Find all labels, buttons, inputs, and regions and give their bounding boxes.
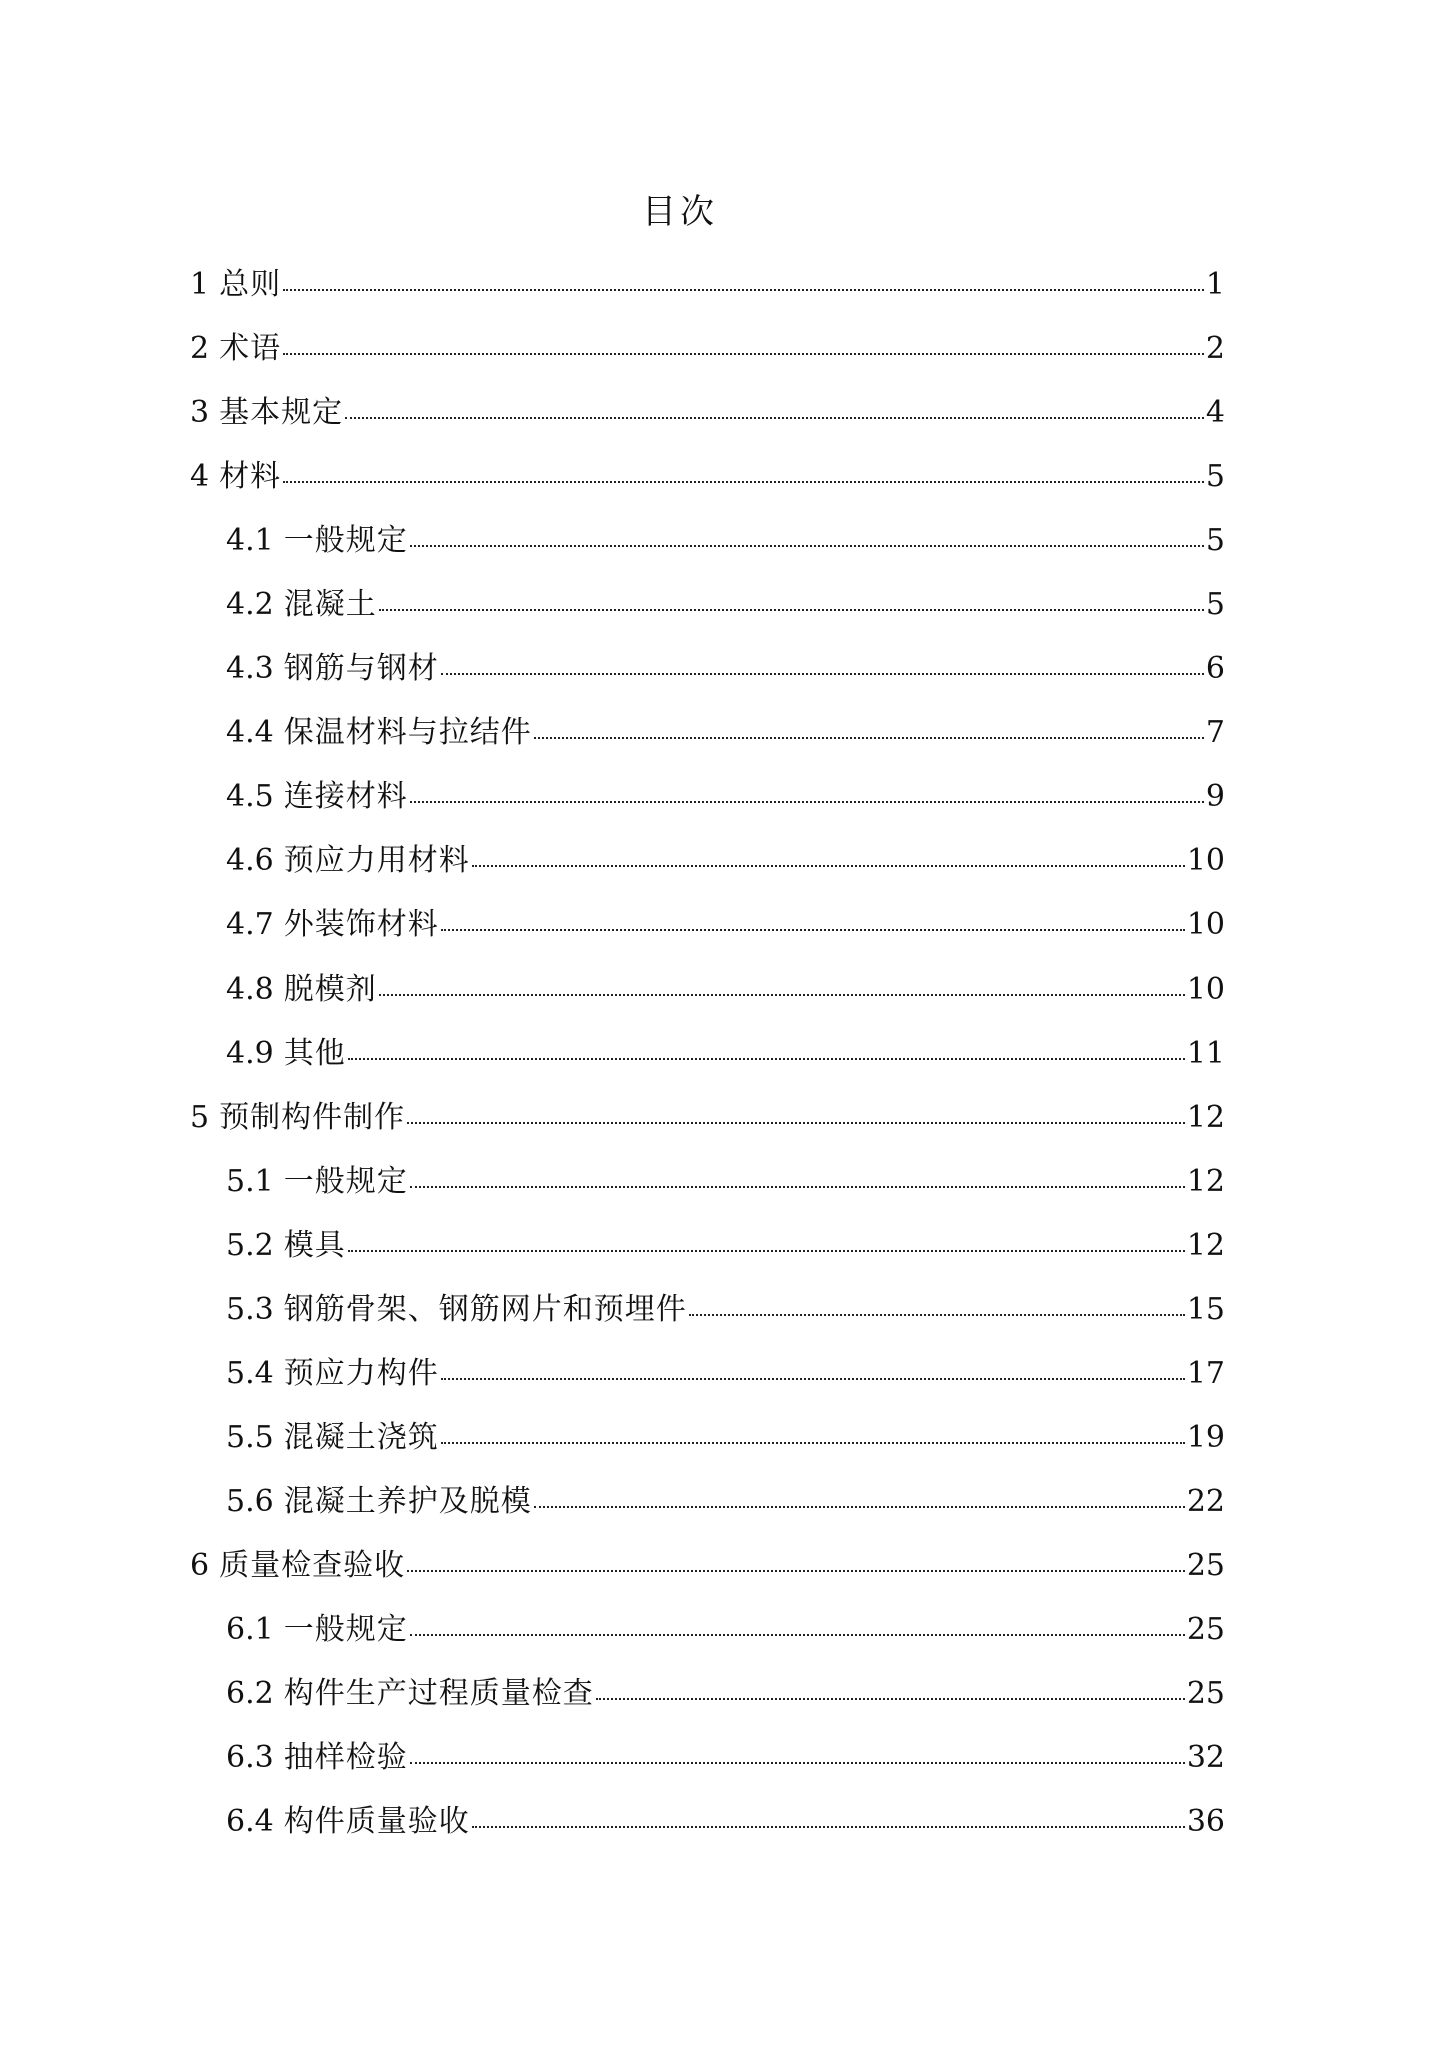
dot-leader [596,1698,1185,1700]
section-number: 2 [190,331,210,367]
toc-entry[interactable] [190,1290,1225,1354]
section-number: 3 [190,395,210,431]
toc-entry[interactable] [190,1546,1225,1610]
section-number: 5.2 [226,1227,274,1263]
section-number: 6.3 [226,1740,274,1776]
page-number: 32 [1186,1740,1225,1776]
section-number: 4.1 [226,523,274,559]
page-number: 15 [1186,1291,1225,1327]
toc-entry[interactable] [190,265,1225,329]
section-title: 一般规定 [283,1163,408,1199]
toc-entry[interactable] [190,393,1225,457]
page-number: 10 [1186,907,1225,943]
section-number: 6.4 [226,1804,274,1840]
toc-entry[interactable] [190,970,1225,1034]
page-number: 7 [1205,715,1225,751]
section-title: 混凝土浇筑 [283,1419,439,1455]
toc-entry[interactable] [190,1610,1225,1674]
section-number: 4.8 [226,971,274,1007]
page-number: 5 [1205,587,1225,623]
dot-leader [283,481,1204,483]
dot-leader [441,1442,1185,1444]
toc-entry[interactable] [190,1802,1225,1866]
dot-leader [410,1186,1185,1188]
page-number: 2 [1205,331,1225,367]
toc-entry[interactable] [190,841,1225,905]
dot-leader [410,545,1204,547]
section-title: 模具 [283,1227,346,1263]
page-number: 19 [1186,1419,1225,1455]
section-title: 钢筋骨架、钢筋网片和预埋件 [283,1291,687,1327]
page-number: 5 [1205,523,1225,559]
dot-leader [472,1826,1185,1828]
page-number: 10 [1186,971,1225,1007]
section-number: 6.2 [226,1676,274,1712]
toc-entry[interactable] [190,905,1225,969]
section-title: 构件质量验收 [283,1804,470,1840]
page-number: 12 [1186,1163,1225,1199]
toc-entry[interactable] [190,1738,1225,1802]
page-number: 10 [1186,843,1225,879]
page-number: 12 [1186,1099,1225,1135]
section-title: 连接材料 [283,779,408,815]
dot-leader [407,1570,1185,1572]
section-number: 6.1 [226,1611,274,1647]
section-number: 5 [190,1099,210,1135]
page-number: 11 [1186,1035,1225,1071]
section-number: 4 [190,459,210,495]
toc-entry[interactable] [190,1418,1225,1482]
toc-entry[interactable] [190,521,1225,585]
page-number: 6 [1205,651,1225,687]
section-title: 其他 [283,1035,346,1071]
page-number: 9 [1205,779,1225,815]
section-title: 混凝土养护及脱模 [283,1483,532,1519]
section-number: 4.4 [226,715,274,751]
dot-leader [534,737,1204,739]
section-title: 钢筋与钢材 [283,651,439,687]
toc-entry[interactable] [190,585,1225,649]
dot-leader [379,609,1204,611]
dot-leader [345,417,1204,419]
dot-leader [348,1250,1185,1252]
toc-entry[interactable] [190,457,1225,521]
page-number: 25 [1186,1611,1225,1647]
section-number: 4.3 [226,651,274,687]
section-number: 4.7 [226,907,274,943]
section-title: 预制构件制作 [219,1099,406,1135]
toc-entry[interactable] [190,1034,1225,1098]
section-title: 混凝土 [283,587,377,623]
page-number: 12 [1186,1227,1225,1263]
section-title: 质量检查验收 [219,1547,406,1583]
section-number: 6 [190,1547,210,1583]
page-title: 目次 [642,192,718,232]
section-title: 脱模剂 [283,971,377,1007]
toc-entry[interactable] [190,329,1225,393]
section-number: 5.4 [226,1355,274,1391]
dot-leader [410,801,1204,803]
dot-leader [441,929,1185,931]
toc-entry[interactable] [190,713,1225,777]
page-number: 36 [1186,1804,1225,1840]
dot-leader [534,1506,1185,1508]
section-title: 抽样检验 [283,1740,408,1776]
dot-leader [283,289,1204,291]
toc-entry[interactable] [190,1098,1225,1162]
page-number: 17 [1186,1355,1225,1391]
section-number: 5.3 [226,1291,274,1327]
dot-leader [407,1122,1185,1124]
dot-leader [689,1314,1185,1316]
dot-leader [472,865,1185,867]
toc-entry[interactable] [190,1482,1225,1546]
dot-leader [283,353,1204,355]
page-number: 5 [1205,459,1225,495]
section-title: 术语 [219,331,282,367]
page-number: 4 [1205,395,1225,431]
section-title: 外装饰材料 [283,907,439,943]
section-number: 5.5 [226,1419,274,1455]
section-title: 基本规定 [219,395,344,431]
section-number: 4.5 [226,779,274,815]
dot-leader [441,1378,1185,1380]
dot-leader [348,1058,1185,1060]
toc-entry[interactable] [190,777,1225,841]
toc-entry[interactable] [190,1226,1225,1290]
dot-leader [410,1634,1185,1636]
section-number: 4.2 [226,587,274,623]
toc-entry[interactable] [190,1354,1225,1418]
section-title: 预应力构件 [283,1355,439,1391]
table-of-contents [190,265,1225,1866]
page-number: 25 [1186,1547,1225,1583]
section-title: 总则 [219,267,282,302]
dot-leader [379,994,1185,996]
section-number: 5.1 [226,1163,274,1199]
section-title: 材料 [219,459,282,495]
dot-leader [441,673,1204,675]
toc-entry[interactable] [190,1162,1225,1226]
page-number: 1 [1205,267,1225,302]
toc-entry[interactable] [190,1674,1225,1738]
section-title: 构件生产过程质量检查 [283,1676,594,1712]
section-title: 预应力用材料 [283,843,470,879]
section-number: 5.6 [226,1483,274,1519]
dot-leader [410,1762,1185,1764]
toc-entry[interactable] [190,649,1225,713]
section-title: 一般规定 [283,523,408,559]
section-number: 4.6 [226,843,274,879]
section-title: 保温材料与拉结件 [283,715,532,751]
section-number: 4.9 [226,1035,274,1071]
page-number: 22 [1186,1483,1225,1519]
page-number: 25 [1186,1676,1225,1712]
section-number: 1 [190,267,210,302]
section-title: 一般规定 [283,1611,408,1647]
